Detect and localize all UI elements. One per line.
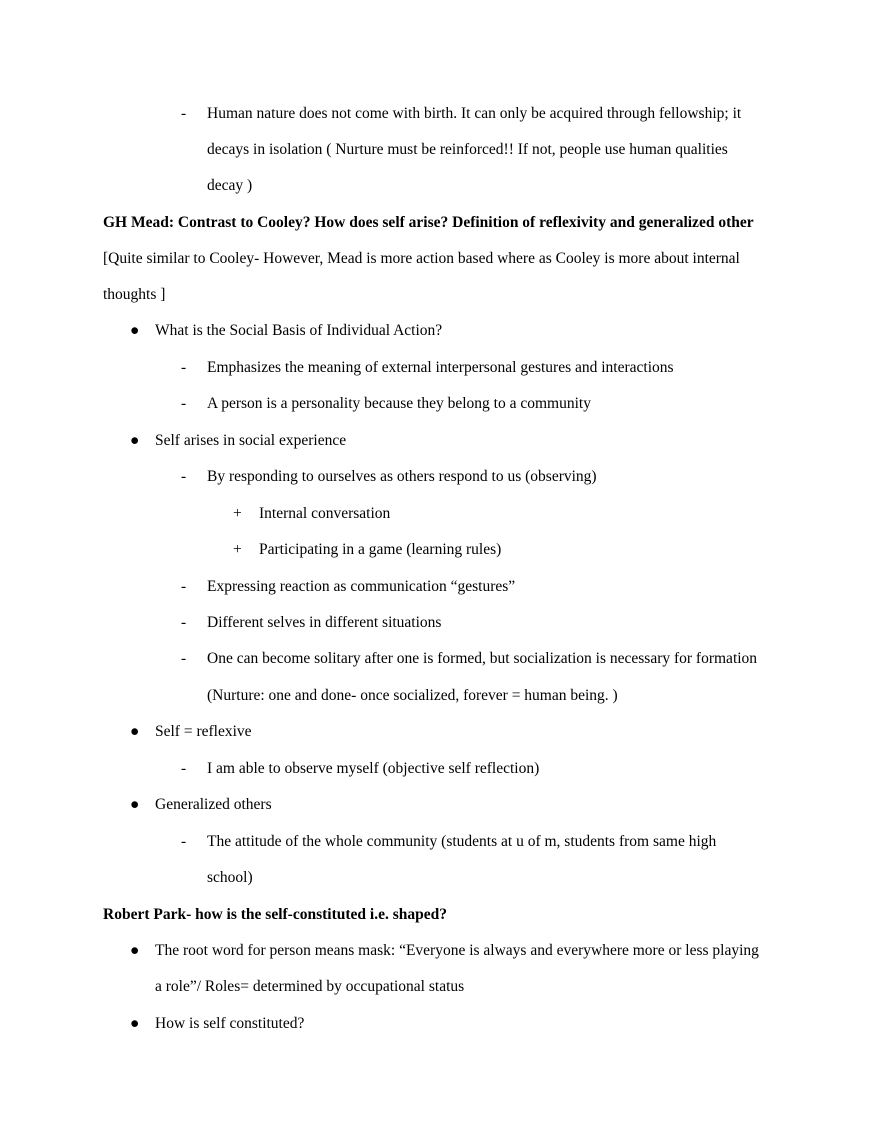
mead-note-line-1: [Quite similar to Cooley- However, Mead is more action based where as Cooley is more about internal xyxy=(103,250,740,267)
sub-item: Expressing reaction as communication “gestures” xyxy=(207,578,516,595)
sub-item: A person is a personality because they belong to a community xyxy=(207,395,591,412)
dash-marker: - xyxy=(181,614,187,631)
sub-item: I am able to observe myself (objective self reflection) xyxy=(207,760,540,777)
sub-item: The attitude of the whole community (students at u of m, students from same high xyxy=(207,833,717,850)
sub-item: Emphasizes the meaning of external interpersonal gestures and interactions xyxy=(207,359,674,376)
sub-item: By responding to ourselves as others respond to us (observing) xyxy=(207,468,597,485)
dash-marker: - xyxy=(181,650,187,667)
plus-item: Internal conversation xyxy=(259,505,391,522)
mead-note-line-2: thoughts ] xyxy=(103,286,166,303)
plus-marker: + xyxy=(233,505,242,522)
bullet-marker: ● xyxy=(130,796,140,813)
bullet-generalized-others: Generalized others xyxy=(155,796,272,813)
dash-marker: - xyxy=(181,760,187,777)
dash-marker: - xyxy=(181,468,187,485)
dash-marker: - xyxy=(181,359,187,376)
sub-item: Different selves in different situations xyxy=(207,614,442,631)
plus-marker: + xyxy=(233,541,242,558)
sub-item-continued: school) xyxy=(207,869,253,886)
dash-marker: - xyxy=(181,105,187,122)
bullet-self-arises: Self arises in social experience xyxy=(155,432,347,449)
bullet-social-basis: What is the Social Basis of Individual Action? xyxy=(155,322,443,339)
dash-marker: - xyxy=(181,578,187,595)
bullet-marker: ● xyxy=(130,1015,140,1032)
bullet-marker: ● xyxy=(130,723,140,740)
intro-line-1: Human nature does not come with birth. It can only be acquired through fellowship; it xyxy=(207,105,742,122)
sub-item-continued: (Nurture: one and done- once socialized, forever = human being. ) xyxy=(207,687,618,704)
plus-item: Participating in a game (learning rules) xyxy=(259,541,502,558)
bullet-self-constituted: How is self constituted? xyxy=(155,1015,305,1032)
dash-marker: - xyxy=(181,833,187,850)
bullet-root-word-continued: a role”/ Roles= determined by occupational status xyxy=(155,978,465,995)
bullet-marker: ● xyxy=(130,942,140,959)
sub-item: One can become solitary after one is formed, but socialization is necessary for formation xyxy=(207,650,758,667)
bullet-marker: ● xyxy=(130,322,140,339)
bullet-root-word: The root word for person means mask: “Everyone is always and everywhere more or less playing xyxy=(155,942,759,959)
bullet-self-reflexive: Self = reflexive xyxy=(155,723,252,740)
bullet-marker: ● xyxy=(130,432,140,449)
intro-line-3: decay ) xyxy=(207,177,253,194)
mead-heading: GH Mead: Contrast to Cooley? How does self arise? Definition of reflexivity and generalized other xyxy=(103,214,754,231)
dash-marker: - xyxy=(181,395,187,412)
intro-line-2: decays in isolation ( Nurture must be reinforced!! If not, people use human qualities xyxy=(207,141,728,158)
park-heading: Robert Park- how is the self-constituted i.e. shaped? xyxy=(103,906,447,923)
